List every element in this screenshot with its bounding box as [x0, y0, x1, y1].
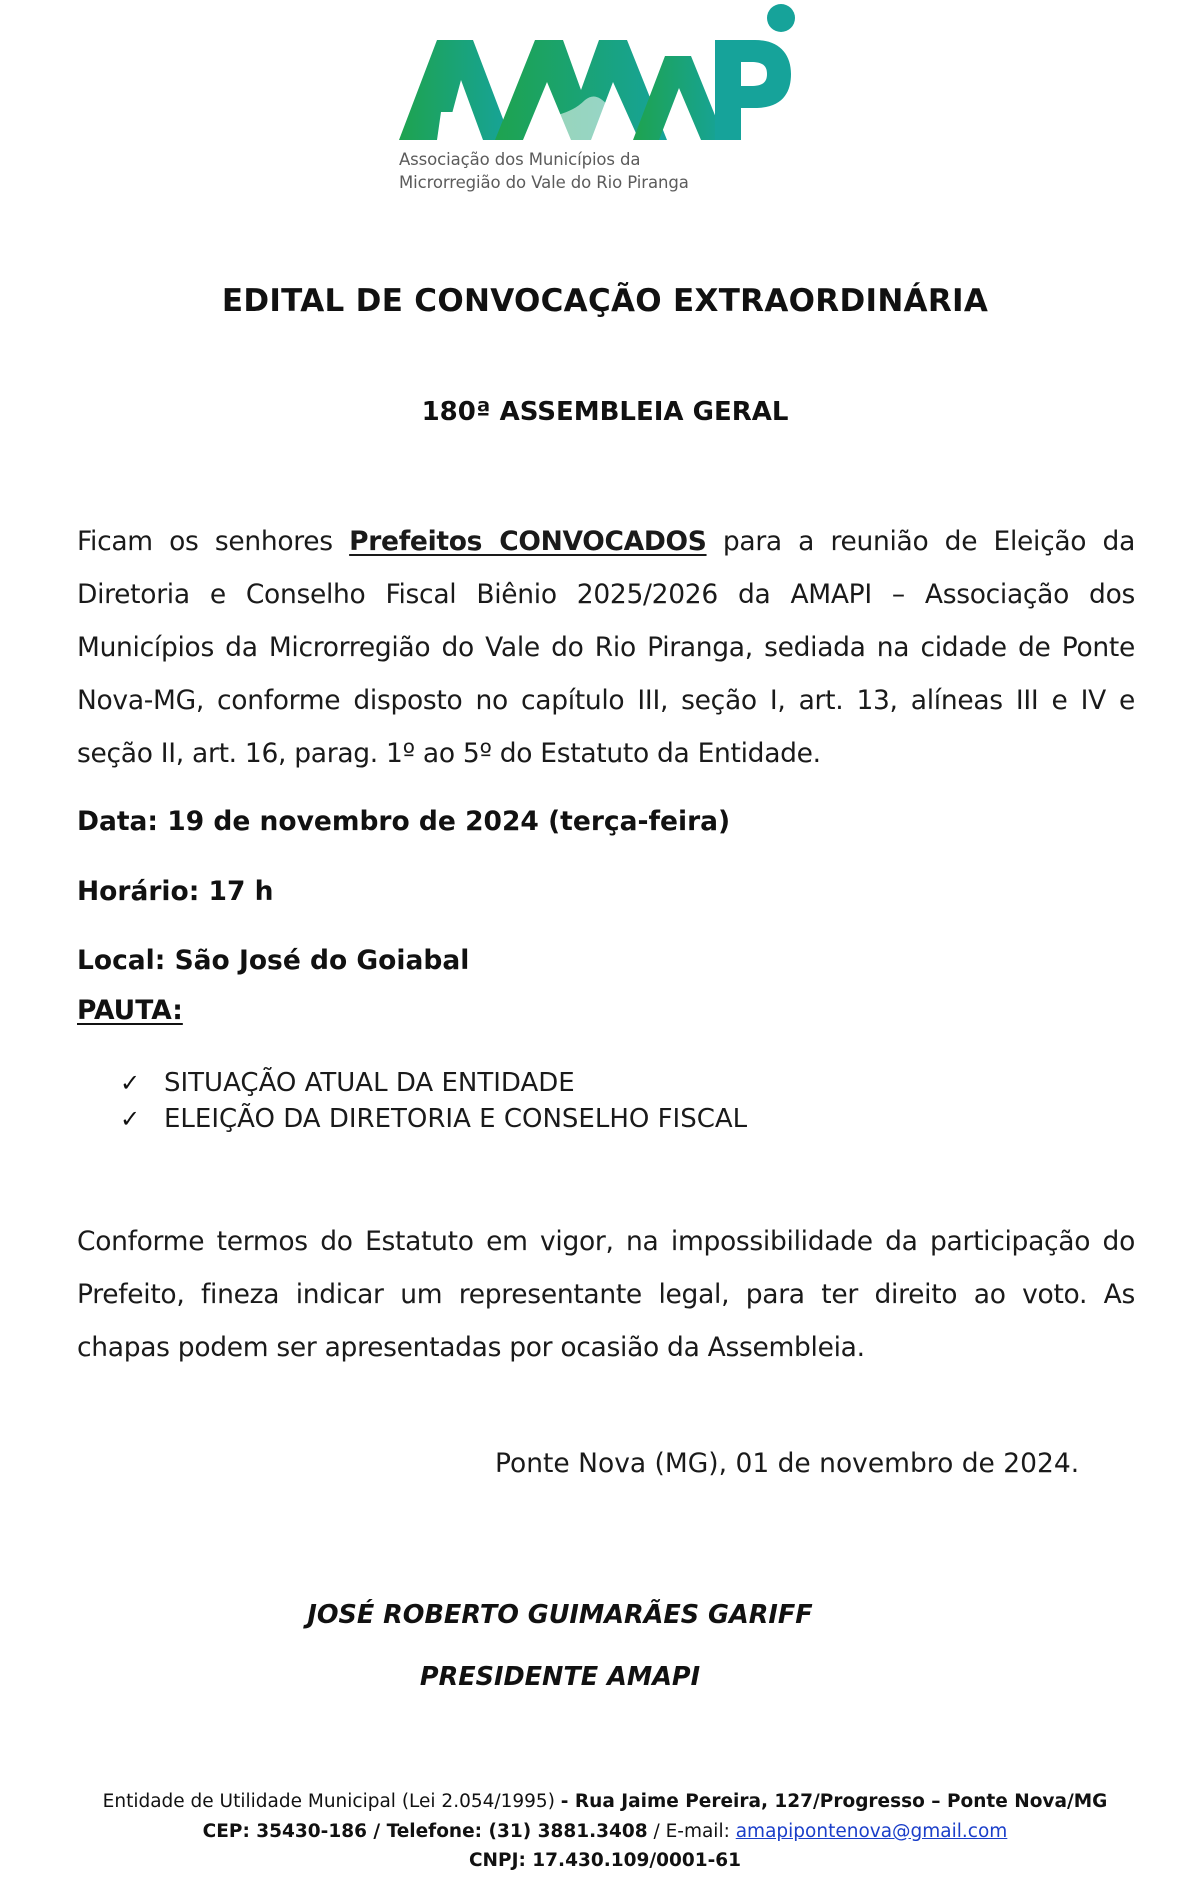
footer-line1 — [0, 1791, 1200, 1812]
agenda-item-label: ELEIÇÃO DA DIRETORIA E CONSELHO FISCAL — [164, 1104, 748, 1134]
signatory-name: JOSÉ ROBERTO GUIMARÃES GARIFF — [307, 1600, 813, 1630]
footer-cep-phone: CEP: 35430-186 / Telefone: (31) 3881.3408 — [202, 1821, 648, 1842]
footer-email-link[interactable]: amapipontenova@gmail.com — [735, 1821, 1008, 1842]
agenda-item — [120, 1101, 747, 1137]
amapi-logo — [395, 0, 795, 200]
convocation-paragraph — [77, 515, 1135, 780]
logo-subtitle-line2: Microrregião do Vale do Rio Piranga — [399, 173, 689, 192]
paragraph1-after: para a reunião de Eleição da Diretoria e Conselho Fiscal Biênio 2025/2026 da AMAPI – Associação dos Municípios da Microrregião do Vale do Rio Piranga, sediada na cidade de Ponte Nova-MG, conforme disposto no capítulo III, seção I, art. 13, alíneas III e IV e seção II, art. 16, parag. 1º ao 5º do Estatuto da Entidade. — [77, 526, 1136, 769]
document-subtitle: 180ª ASSEMBLEIA GERAL — [421, 397, 789, 427]
agenda-item — [120, 1065, 747, 1101]
footer-email-label: / E-mail: — [647, 1821, 736, 1842]
logo-subtitle-line1: Associação dos Municípios da — [399, 150, 641, 169]
statute-paragraph: Conforme termos do Estatuto em vigor, na impossibilidade da participação do Prefeito, fineza indicar um representante legal, para ter direito ao voto. As chapas podem ser apresentadas por ocasião da Assembleia. — [77, 1226, 1135, 1363]
footer-address: - Rua Jaime Pereira, 127/Progresso – Ponte Nova/MG — [560, 1791, 1108, 1812]
amapi-wordmark-icon — [395, 0, 795, 150]
meeting-location: Local: São José do Goiabal — [77, 945, 470, 976]
footer-entity-text: Entidade de Utilidade Municipal (Lei 2.054/1995) — [102, 1791, 561, 1812]
signatory-role: PRESIDENTE AMAPI — [419, 1662, 701, 1692]
prefeitos-convocados-text: Prefeitos CONVOCADOS — [349, 526, 707, 557]
meeting-time: Horário: 17 h — [77, 876, 274, 907]
agenda-item-label: SITUAÇÃO ATUAL DA ENTIDADE — [164, 1068, 575, 1098]
paragraph1-before: Ficam os senhores — [77, 526, 350, 557]
check-icon: ✓ — [120, 1069, 141, 1097]
meeting-date: Data: 19 de novembro de 2024 (terça-feira) — [77, 806, 731, 837]
footer-cnpj: CNPJ: 17.430.109/0001-61 — [468, 1850, 742, 1871]
check-icon: ✓ — [120, 1105, 141, 1133]
place-and-date: Ponte Nova (MG), 01 de novembro de 2024. — [495, 1448, 1080, 1479]
agenda-list — [120, 1065, 747, 1137]
agenda-heading: PAUTA: — [77, 995, 183, 1026]
document-title: EDITAL DE CONVOCAÇÃO EXTRAORDINÁRIA — [221, 283, 989, 319]
footer-line2 — [0, 1821, 1200, 1842]
